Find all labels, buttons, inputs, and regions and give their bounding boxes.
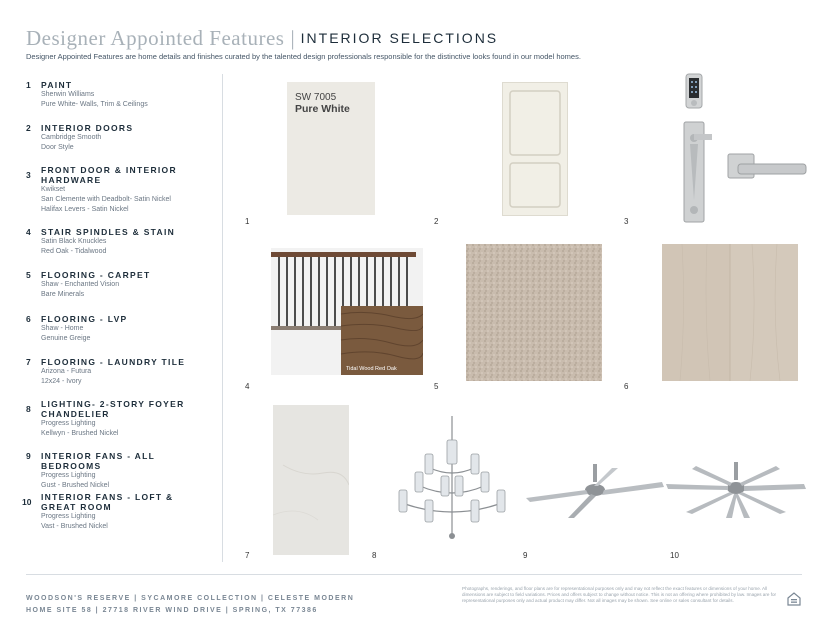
item-detail: Kwikset	[41, 186, 66, 193]
list-item-laundry-tile	[26, 357, 216, 387]
image-number: 5	[434, 382, 439, 391]
ceiling-fan-vast-image	[666, 460, 806, 520]
item-number: 2	[26, 123, 31, 133]
item-number: 1	[26, 80, 31, 90]
item-number: 7	[26, 357, 31, 367]
list-item-lvp	[26, 314, 216, 344]
column-divider	[222, 74, 223, 562]
list-item-hardware	[26, 165, 216, 215]
item-number: 4	[26, 227, 31, 237]
list-item-chandelier	[26, 399, 216, 439]
image-number: 2	[434, 217, 439, 226]
image-number: 3	[624, 217, 629, 226]
item-title: LIGHTING- 2-STORY FOYER CHANDELIER	[41, 399, 185, 419]
page-title	[26, 26, 498, 51]
item-detail: Halifax Levers - Satin Nickel	[41, 206, 129, 213]
item-detail: Progress Lighting	[41, 420, 96, 427]
list-item-paint	[26, 80, 216, 110]
item-detail: Shaw - Enchanted Vision	[41, 281, 120, 288]
item-detail: Vast - Brushed Nickel	[41, 523, 108, 530]
list-item-carpet	[26, 270, 216, 300]
item-title: INTERIOR FANS - ALL BEDROOMS	[41, 451, 155, 471]
item-title: FRONT DOOR & INTERIOR HARDWARE	[41, 165, 177, 185]
item-detail: Door Style	[41, 144, 74, 151]
community-line: WOODSON'S RESERVE | SYCAMORE COLLECTION | CELESTE MODERN	[26, 595, 355, 602]
list-item-interior-doors	[26, 123, 216, 153]
paint-name: Pure White	[295, 103, 350, 115]
item-detail: Shaw - Home	[41, 325, 84, 332]
paint-code: SW 7005	[295, 92, 337, 103]
list-item-stair-spindles	[26, 227, 216, 257]
image-number: 6	[624, 382, 629, 391]
item-number: 3	[26, 170, 31, 180]
item-detail: Cambridge Smooth	[41, 134, 102, 141]
equal-housing-icon	[787, 592, 801, 606]
door-image	[502, 82, 568, 216]
item-title: INTERIOR FANS - LOFT & GREAT ROOM	[41, 492, 174, 512]
list-item-fans-bedrooms	[26, 451, 216, 491]
item-detail: Bare Minerals	[41, 291, 85, 298]
item-number: 9	[26, 451, 31, 461]
item-detail: Satin Black Knuckles	[41, 238, 107, 245]
item-title: PAINT	[41, 80, 73, 90]
carpet-swatch	[466, 244, 602, 381]
footer-divider	[26, 574, 802, 575]
item-detail: Pure White- Walls, Trim & Ceilings	[41, 101, 148, 108]
item-detail: Progress Lighting	[41, 472, 96, 479]
chandelier-image	[385, 416, 519, 550]
item-number: 8	[26, 404, 31, 414]
stair-spindles-image	[271, 248, 423, 375]
lvp-swatch	[662, 244, 798, 381]
wood-stain-label: Tidal Wood Red Oak	[346, 366, 397, 372]
item-detail: Gust - Brushed Nickel	[41, 482, 110, 489]
door-hardware-image	[672, 72, 812, 226]
item-detail: 12x24 - Ivory	[41, 378, 82, 385]
image-number: 9	[523, 551, 528, 560]
image-number: 8	[372, 551, 377, 560]
image-number: 7	[245, 551, 250, 560]
item-detail: Sherwin Williams	[41, 91, 95, 98]
item-title: INTERIOR DOORS	[41, 123, 134, 133]
item-number: 5	[26, 270, 31, 280]
list-item-fans-loft	[22, 492, 216, 532]
paint-swatch	[287, 82, 375, 215]
title-separator: |	[290, 26, 295, 50]
item-detail: San Clemente with Deadbolt- Satin Nickel	[41, 196, 171, 203]
laundry-tile-swatch	[273, 405, 349, 555]
item-number: 10	[22, 497, 32, 507]
community-info	[26, 593, 354, 617]
title-main: Designer Appointed Features	[26, 26, 285, 50]
item-detail: Arizona - Futura	[41, 368, 92, 375]
image-number: 4	[245, 382, 250, 391]
image-number: 1	[245, 217, 250, 226]
item-detail: Genuine Greige	[41, 335, 91, 342]
item-title: FLOORING - CARPET	[41, 270, 151, 280]
item-detail: Red Oak - Tidalwood	[41, 248, 107, 255]
address-line: HOME SITE 58 | 27718 RIVER WIND DRIVE | SPRING, TX 77386	[26, 607, 318, 614]
item-number: 6	[26, 314, 31, 324]
item-title: FLOORING - LVP	[41, 314, 128, 324]
item-detail: Progress Lighting	[41, 513, 96, 520]
title-section: INTERIOR SELECTIONS	[300, 30, 499, 46]
disclaimer-text: Photographs, renderings, and floor plans are for representational purposes only and may not reflect the exact features or dimensions of your home. All dimensions are subject to field variations. Prices and offers subject to change without notice. This is not an offering where prohibited by law. Images are for representational purposes only and actual product may differ. Not all images may be shown. See online or sales consultant for details.	[462, 586, 777, 603]
item-title: FLOORING - LAUNDRY TILE	[41, 357, 186, 367]
ceiling-fan-gust-image	[526, 460, 666, 520]
page-subtitle: Designer Appointed Features are home details and finishes curated by the talented design professionals responsible for the distinctive looks found in our model homes.	[26, 52, 581, 61]
image-number: 10	[670, 551, 679, 560]
item-detail: Kellwyn - Brushed Nickel	[41, 430, 119, 437]
item-title: STAIR SPINDLES & STAIN	[41, 227, 176, 237]
